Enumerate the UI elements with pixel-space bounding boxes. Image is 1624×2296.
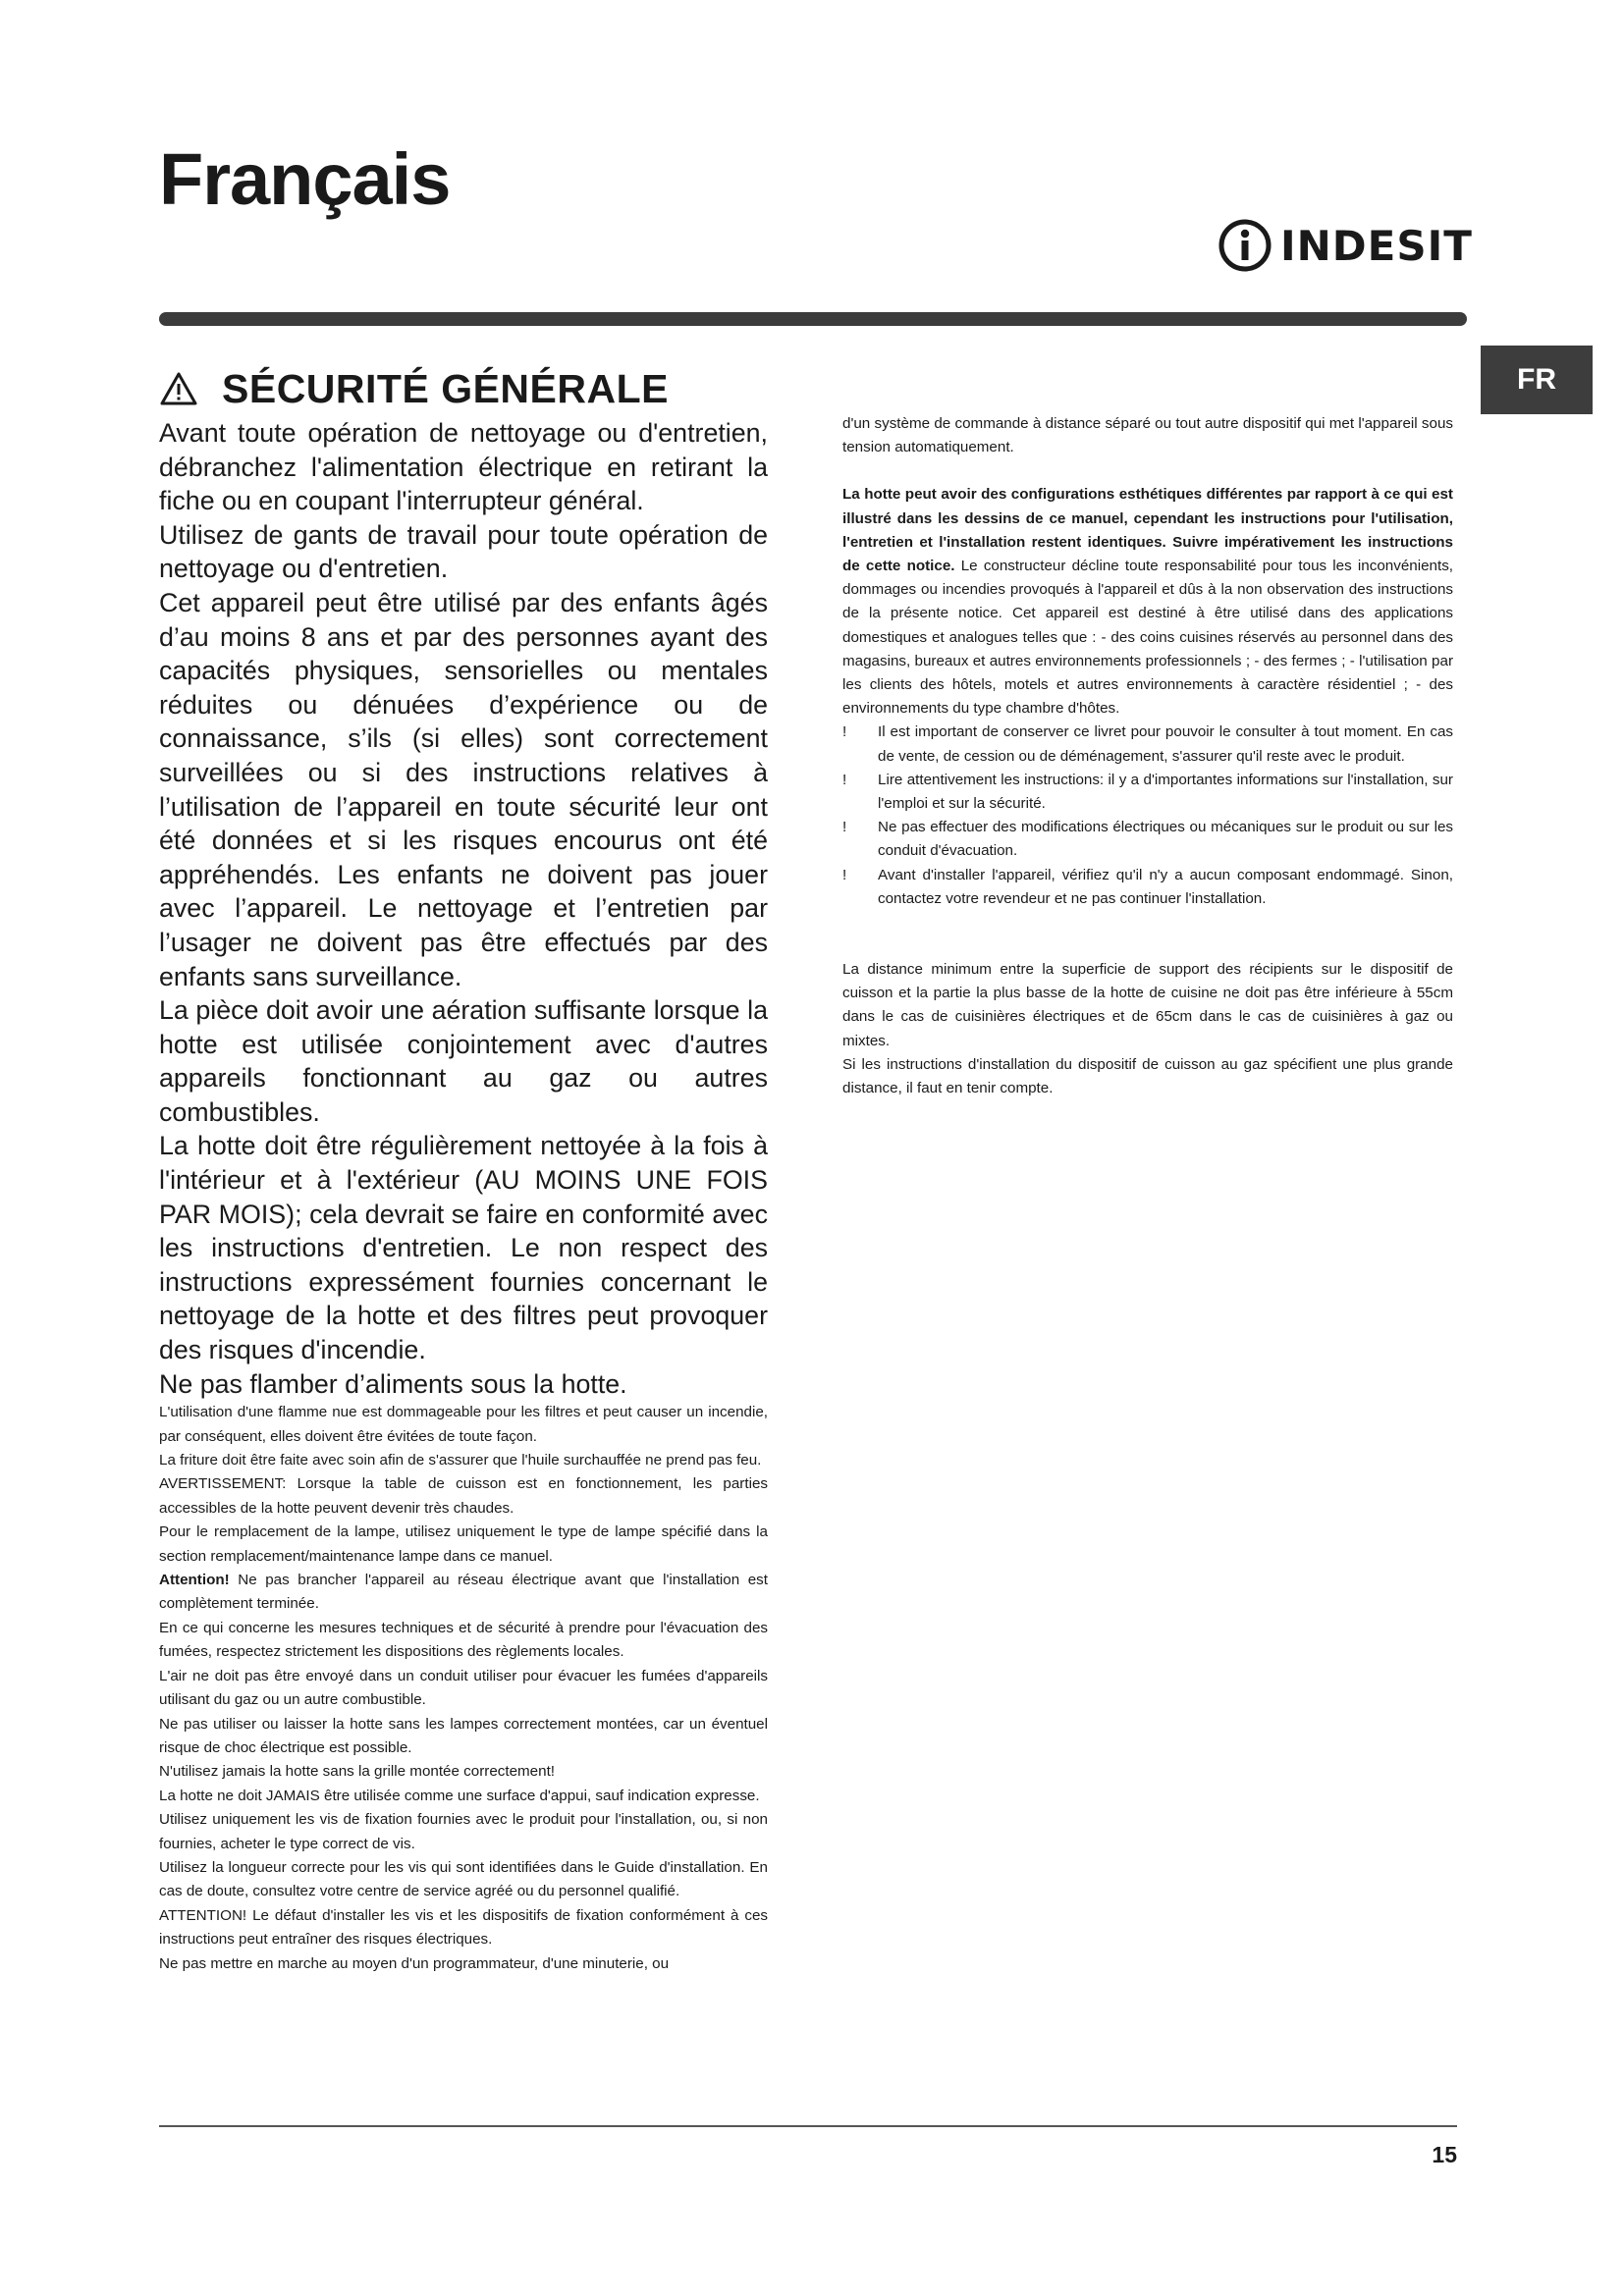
safety-note: En ce qui concerne les mesures techniques et de sécurité à prendre pour l'évacuation des fumées, respectez strictement les dispositions des règlements locales. <box>159 1619 768 1661</box>
right-column <box>842 412 1453 1100</box>
safety-note: Ne pas mettre en marche au moyen d'un programmateur, d'une minuterie, ou <box>159 1954 670 1972</box>
safety-note: L'air ne doit pas être envoyé dans un conduit utiliser pour évacuer les fumées d'appareils utilisant du gaz ou un autre combustible. <box>159 1667 768 1709</box>
important-note <box>842 769 1453 816</box>
attention-text: Ne pas brancher l'appareil au réseau électrique avant que l'installation est complètement terminée. <box>159 1572 768 1613</box>
responsibility-text: Le constructeur décline toute responsabilité pour tous les inconvénients, dommages ou incendies provoqués à l'appareil et dûs à la non observation des instructions de la présente notice. Cet appareil est destiné à être utilisé dans des applications domestiques et analogues telles que : - des coins cuisines réservés au personnel dans des magasins, bureaux et autres environnements professionnels ; - des fermes ; - l'utilisation par les clients des hôtels, motels et autres environnements à caractère résidentiel ; - des environnements du type chambre d'hôtes. <box>842 558 1454 718</box>
gas-note-paragraph: Si les instructions d'installation du dispositif de cuisson au gaz spécifient une plus grande distance, il faut en tenir compte. <box>842 1055 1453 1097</box>
indesit-logo-icon <box>1218 218 1272 273</box>
important-note <box>842 864 1453 911</box>
language-tab: FR <box>1481 346 1593 414</box>
safety-note: L'utilisation d'une flamme nue est dommageable pour les filtres et peut causer un incendie, par conséquent, elles doivent être évitées de toute façon. <box>159 1404 768 1445</box>
safety-paragraph: La hotte doit être régulièrement nettoyée à la fois à l'intérieur et à l'extérieur (AU MOINS UNE FOIS PAR MOIS); cela devrait se faire en conformité avec les instructions d'entretien. Le non respect des instructions expressément fournies concernant le nettoyage de la hotte et des filtres peut provoquer des risques d'incendie. <box>159 1131 768 1365</box>
safety-note: ATTENTION! Le défaut d'installer les vis et les dispositifs de fixation conformément à ces instructions peut entraîner des risques électriques. <box>159 1906 768 1949</box>
brand-logo <box>1218 214 1473 277</box>
safety-note: Utilisez la longueur correcte pour les vis qui sont identifiées dans le Guide d'installation. En cas de doute, consultez votre centre de service agréé ou du personnel qualifié. <box>159 1858 768 1900</box>
note-text: Lire attentivement les instructions: il y a d'importantes informations sur l'installation, sur l'emploi et sur la sécurité. <box>878 771 1453 813</box>
safety-paragraph: Avant toute opération de nettoyage ou d'entretien, débranchez l'alimentation électrique en retirant la fiche ou en coupant l'interrupteur général. <box>159 418 768 516</box>
exclamation-icon: ! <box>842 866 847 883</box>
exclamation-icon: ! <box>842 819 847 836</box>
safety-paragraph: La pièce doit avoir une aération suffisante lorsque la hotte est utilisée conjointement avec d'autres appareils fonctionnant au gaz ou autres combustibles. <box>159 995 768 1127</box>
safety-paragraph: Utilisez de gants de travail pour toute opération de nettoyage ou d'entretien. <box>159 519 768 584</box>
page-language-title: Français <box>159 138 451 220</box>
note-text: Ne pas effectuer des modifications électriques ou mécaniques sur le produit ou sur les conduit d'évacuation. <box>878 819 1453 860</box>
left-column <box>159 416 768 1976</box>
distance-paragraph: La distance minimum entre la superficie de support des récipients sur le dispositif de cuisson et la partie la plus basse de la hotte de cuisine ne doit pas être inférieure à 55cm dans le cas de cuisinières électriques et de 65cm dans le cas de cuisinières à gaz ou mixtes. <box>842 961 1453 1049</box>
safety-note: Ne pas utiliser ou laisser la hotte sans les lampes correctement montées, car un éventuel risque de choc électrique est possible. <box>159 1715 768 1756</box>
warning-triangle-icon <box>159 371 198 406</box>
note-text: Il est important de conserver ce livret pour pouvoir le consulter à tout moment. En cas de vente, de cession ou de déménagement, s'assurer qu'il reste avec le produit. <box>878 723 1453 765</box>
safety-note: AVERTISSEMENT: Lorsque la table de cuisson est en fonctionnement, les parties accessibles de la hotte peuvent devenir très chaudes. <box>159 1475 768 1517</box>
exclamation-icon: ! <box>842 771 847 788</box>
footer-divider <box>159 2125 1457 2127</box>
safety-note: Utilisez uniquement les vis de fixation fournies avec le produit pour l'installation, ou, si non fournies, acheter le type correct de vis. <box>159 1811 768 1852</box>
important-note <box>842 816 1453 863</box>
exclamation-icon: ! <box>842 723 847 741</box>
safety-note: Pour le remplacement de la lampe, utilisez uniquement le type de lampe spécifié dans la section remplacement/maintenance lampe dans ce manuel. <box>159 1523 768 1565</box>
brand-name: INDESIT <box>1280 221 1473 270</box>
section-title-text: SÉCURITÉ GÉNÉRALE <box>222 365 669 411</box>
safety-note: La hotte ne doit JAMAIS être utilisée comme une surface d'appui, sauf indication expresse. <box>159 1787 760 1804</box>
configuration-paragraph <box>842 483 1453 721</box>
safety-paragraph: Cet appareil peut être utilisé par des enfants âgés d’au moins 8 ans et par des personnes ayant des capacités physiques, sensorielles ou mentales réduites ou dénuées d’expérience ou de connaissance, s’ils (si elles) sont correctement surveillées ou si des instructions relatives à l’utilisation de l’appareil en toute sécurité leur ont été données et si les risques encourus ont été appréhendés. Les enfants ne doivent pas jouer avec l’appareil. Le nettoyage et l’entretien par l’usager ne doivent pas être effectués par des enfants sans surveillance. <box>159 587 768 991</box>
important-note <box>842 721 1453 768</box>
safety-note: La friture doit être faite avec soin afin de s'assurer que l'huile surchauffée ne prend pas feu. <box>159 1452 762 1469</box>
safety-paragraph: Ne pas flamber d’aliments sous la hotte. <box>159 1368 627 1399</box>
configuration-bold-text: La hotte peut avoir des configurations esthétiques différentes par rapport à ce qui est illustré dans les dessins de ce manuel, cependant les instructions pour l'utilisation, l'entretien et l'installation restent identiques. Suivre impérativement les instructions de cette notice. <box>842 486 1453 575</box>
attention-note <box>159 1569 768 1617</box>
header-divider <box>159 312 1467 326</box>
page-number: 15 <box>1432 2142 1457 2167</box>
section-title <box>159 363 669 414</box>
safety-note: N'utilisez jamais la hotte sans la grille montée correctement! <box>159 1763 556 1781</box>
note-text: Avant d'installer l'appareil, vérifiez qu'il n'y a aucun composant endommagé. Sinon, contactez votre revendeur et ne pas continuer l'installation. <box>878 866 1453 907</box>
continuation-paragraph: d'un système de commande à distance séparé ou tout autre dispositif qui met l'appareil sous tension automatiquement. <box>842 415 1453 456</box>
attention-label: Attention! <box>159 1572 230 1589</box>
